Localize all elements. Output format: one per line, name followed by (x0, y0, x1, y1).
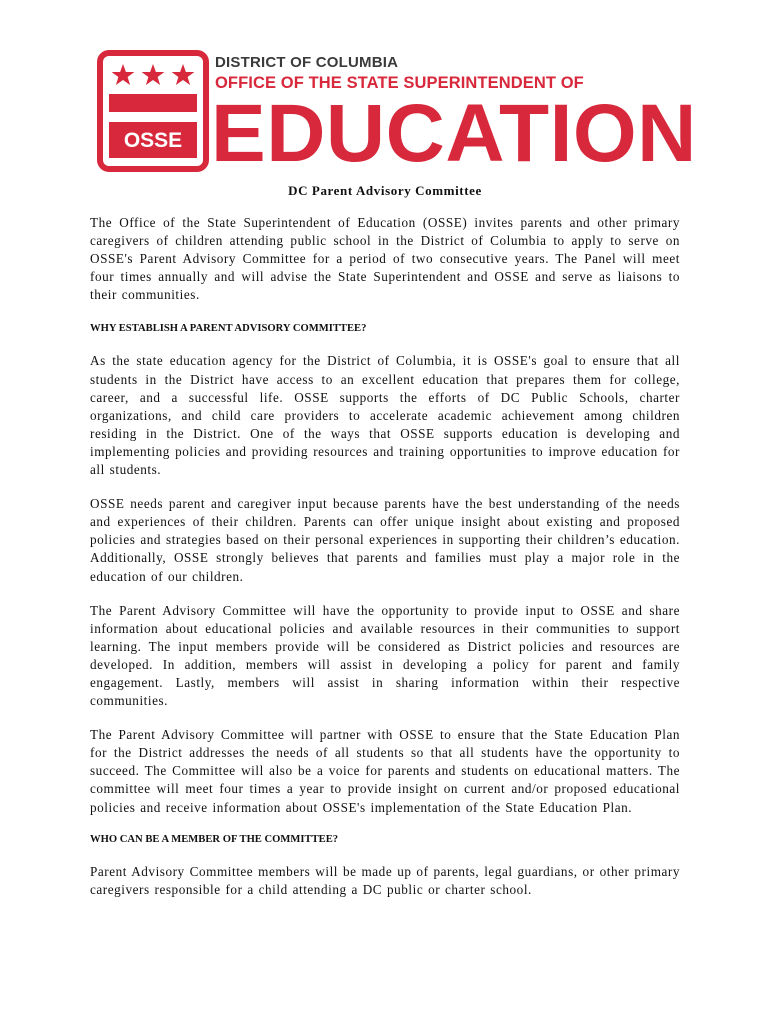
logo-office-text: OFFICE OF THE STATE SUPERINTENDENT OF (215, 74, 584, 92)
flag-bar (109, 94, 197, 112)
star-icon (112, 64, 135, 85)
star-icon (142, 64, 165, 85)
paragraph-goal: As the state education agency for the District of Columbia, it is OSSE's goal to ensure that all students in the District have access to an excellent education that prepares them for college, career, and a successful life. OSSE supports the efforts of DC Public Schools, charter organizations, and child care providers to accelerate academic achievement among children residing in the District. One of the ways that OSSE supports education is developing and implementing policies and providing resources and training opportunities to improve education for all students. (90, 353, 680, 478)
dc-flag-icon (103, 56, 203, 166)
intro-paragraph: The Office of the State Superintendent of Education (OSSE) invites parents and other primary caregivers of children attending public school in the District of Columbia to apply to serve on OSSE's Parent Advisory Committee for a period of two consecutive years. The Panel will meet four times annually and will advise the State Superintendent and OSSE and serve as liaisons to their communities. (90, 215, 680, 303)
document-title: DC Parent Advisory Committee (288, 183, 482, 198)
document-body (90, 182, 680, 915)
section-heading-who: WHO CAN BE A MEMBER OF THE COMMITTEE? (90, 833, 339, 845)
osse-logo (97, 50, 697, 179)
badge-text: OSSE (123, 129, 183, 152)
logo-education-text: EDUCATION (211, 88, 697, 179)
osse-flag-badge (97, 50, 209, 172)
paragraph-input: OSSE needs parent and caregiver input because parents have the best understanding of the needs and experiences of their children. Parents can offer unique insight about existing and proposed policies and strategies based on their personal experiences in supporting their children’s education. Additionally, OSSE strongly believes that parents and families must play a major role in the education of our children. (90, 496, 680, 584)
paragraph-opportunity: The Parent Advisory Committee will have the opportunity to provide input to OSSE and share information about educational policies and available resources in their communities to support learning. The input members provide will be considered as District policies and resources are developed. In addition, members will assist in developing a policy for parent and family engagement. Lastly, members will assist in sharing information within their respective communities. (90, 602, 680, 709)
star-icon (172, 64, 195, 85)
paragraph-members: Parent Advisory Committee members will be made up of parents, legal guardians, or other primary caregivers responsible for a child attending a DC public or charter school. (90, 863, 680, 897)
logo-district-text: DISTRICT OF COLUMBIA (215, 54, 399, 71)
paragraph-partner: The Parent Advisory Committee will partner with OSSE to ensure that the State Education Plan for the District addresses the needs of all students so that all students have the opportunity to succeed. The Committee will also be a voice for parents and students on educational matters. The committee will meet four times a year to provide insight on current and/or proposed educational policies and receive information about OSSE's implementation of the State Education Plan. (90, 727, 680, 815)
section-heading-why: WHY ESTABLISH A PARENT ADVISORY COMMITTEE? (90, 323, 367, 335)
